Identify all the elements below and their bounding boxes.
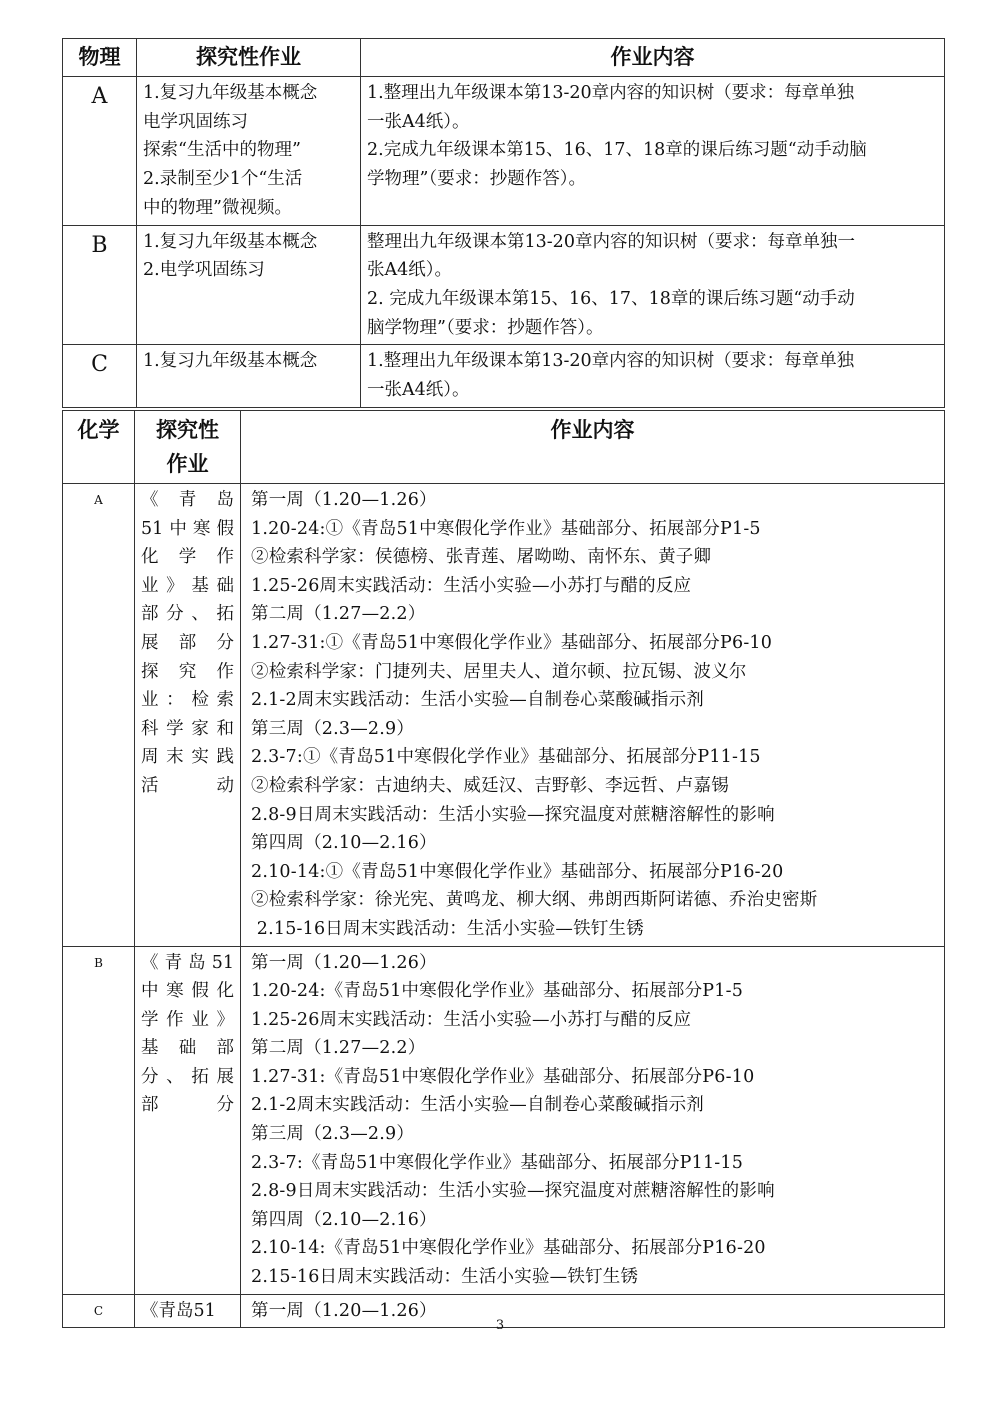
content-line: 2.8-9日周末实践活动：生活小实验—探究温度对蔗糖溶解性的影响 bbox=[251, 804, 775, 825]
task-line: 中寒假化 bbox=[141, 981, 234, 1002]
chemistry-row-b bbox=[63, 946, 945, 1294]
content-line: 2.10-14:《青岛51中寒假化学作业》基础部分、拓展部分P16-20 bbox=[251, 1238, 766, 1259]
content-line: 2.3-7:①《青岛51中寒假化学作业》基础部分、拓展部分P11-15 bbox=[251, 747, 761, 768]
task-line: 1.复习九年级基本概念 bbox=[143, 231, 318, 252]
physics-table bbox=[62, 38, 945, 408]
content-line: 2.1-2周末实践活动：生活小实验—自制卷心菜酸碱指示剂 bbox=[251, 1095, 704, 1116]
task-line: 《青岛51 bbox=[141, 952, 234, 973]
chemistry-task-header bbox=[135, 411, 241, 484]
physics-content-cell bbox=[361, 225, 945, 345]
physics-task-cell bbox=[137, 345, 361, 407]
content-line: 2.8-9日周末实践活动：生活小实验—探究温度对蔗糖溶解性的影响 bbox=[251, 1181, 775, 1202]
content-line: 1.20-24:①《青岛51中寒假化学作业》基础部分、拓展部分P1-5 bbox=[251, 518, 761, 539]
content-line: 脑学物理”（要求：抄题作答）。 bbox=[367, 317, 604, 338]
content-line: 1.25-26周末实践活动：生活小实验—小苏打与醋的反应 bbox=[251, 575, 692, 596]
content-line: ②检索科学家：侯德榜、张青莲、屠呦呦、南怀东、黄子卿 bbox=[251, 547, 712, 568]
physics-task-cell bbox=[137, 77, 361, 226]
task-line: 化学作 bbox=[141, 547, 234, 568]
content-line: 2.15-16日周末实践活动：生活小实验—铁钉生锈 bbox=[251, 918, 644, 939]
content-line: 第三周（2.3—2.9） bbox=[251, 1124, 415, 1145]
task-line: 中的物理”微视频。 bbox=[143, 197, 292, 218]
level-label: A bbox=[63, 484, 135, 947]
task-line: 分、拓展 bbox=[141, 1066, 234, 1087]
physics-row-a bbox=[63, 77, 945, 226]
level-label: B bbox=[63, 225, 137, 345]
page-number: 3 bbox=[495, 1318, 505, 1333]
content-line: 1.20-24:《青岛51中寒假化学作业》基础部分、拓展部分P1-5 bbox=[251, 981, 744, 1002]
content-line: 第二周（1.27—2.2） bbox=[251, 604, 426, 625]
task-line: 电学巩固练习 bbox=[143, 111, 248, 132]
content-line: 2.10-14:①《青岛51中寒假化学作业》基础部分、拓展部分P16-20 bbox=[251, 861, 784, 882]
physics-content-cell bbox=[361, 345, 945, 407]
chemistry-content-cell bbox=[241, 946, 945, 1294]
level-label: A bbox=[63, 77, 137, 226]
content-line: 第三周（2.3—2.9） bbox=[251, 718, 415, 739]
task-line: 51中寒假 bbox=[141, 518, 234, 539]
content-line: 整理出九年级课本第13-20章内容的知识树（要求：每章单独一 bbox=[367, 231, 855, 252]
chemistry-task-cell bbox=[135, 484, 241, 947]
physics-task-header: 探究性作业 bbox=[137, 39, 361, 77]
task-line: 业》基础 bbox=[141, 575, 234, 596]
task-line: 《青岛51 bbox=[141, 1300, 216, 1321]
task-line: 部分 bbox=[141, 1095, 234, 1116]
task-line: 基础部 bbox=[141, 1038, 234, 1059]
task-header-line: 作业 bbox=[166, 451, 209, 476]
content-line: 1.25-26周末实践活动：生活小实验—小苏打与醋的反应 bbox=[251, 1009, 692, 1030]
physics-row-b bbox=[63, 225, 945, 345]
physics-subject-header: 物理 bbox=[63, 39, 137, 77]
task-line: 周末实践 bbox=[141, 747, 234, 768]
task-line: 展部分 bbox=[141, 632, 234, 653]
level-label: C bbox=[63, 345, 137, 407]
content-line: 2.3-7:《青岛51中寒假化学作业》基础部分、拓展部分P11-15 bbox=[251, 1152, 744, 1173]
content-line: ②检索科学家：门捷列夫、居里夫人、道尔顿、拉瓦锡、波义尔 bbox=[251, 661, 747, 682]
content-line: 1.27-31:《青岛51中寒假化学作业》基础部分、拓展部分P6-10 bbox=[251, 1066, 755, 1087]
chemistry-content-cell bbox=[241, 484, 945, 947]
content-line: 1.整理出九年级课本第13-20章内容的知识树（要求：每章单独 bbox=[367, 83, 855, 103]
task-header-line: 探究性 bbox=[156, 417, 219, 442]
content-line: 学物理”（要求：抄题作答）。 bbox=[367, 169, 586, 190]
content-line: 1.27-31:①《青岛51中寒假化学作业》基础部分、拓展部分P6-10 bbox=[251, 632, 773, 653]
content-line: 一张A4纸）。 bbox=[367, 111, 470, 132]
content-line: 2. 完成九年级课本第15、16、17、18章的课后练习题“动手动 bbox=[367, 288, 855, 309]
physics-header-row bbox=[63, 39, 945, 77]
task-line: 1.复习九年级基本概念 bbox=[143, 83, 318, 103]
physics-task-cell bbox=[137, 225, 361, 345]
chemistry-table bbox=[62, 410, 945, 1328]
content-line: ②检索科学家：徐光宪、黄鸣龙、柳大纲、弗朗西斯阿诺德、乔治史密斯 bbox=[251, 890, 818, 911]
task-line: 学作业》 bbox=[141, 1009, 234, 1030]
content-line: 2.15-16日周末实践活动：生活小实验—铁钉生锈 bbox=[251, 1267, 639, 1288]
content-line: 一张A4纸）。 bbox=[367, 380, 470, 401]
content-line: 2.完成九年级课本第15、16、17、18章的课后练习题“动手动脑 bbox=[367, 140, 867, 161]
task-line: 业：检索 bbox=[141, 690, 234, 711]
physics-row-c bbox=[63, 345, 945, 407]
chemistry-task-cell bbox=[135, 946, 241, 1294]
task-line: 探索“生活中的物理” bbox=[143, 140, 301, 161]
chemistry-header-row bbox=[63, 411, 945, 484]
content-line: 第四周（2.10—2.16） bbox=[251, 1209, 437, 1230]
task-line: 《青岛 bbox=[141, 490, 234, 510]
content-line: ②检索科学家：古迪纳夫、威廷汉、吉野彰、李远哲、卢嘉锡 bbox=[251, 775, 729, 796]
task-line: 科学家和 bbox=[141, 718, 234, 739]
chemistry-content-header: 作业内容 bbox=[241, 411, 945, 484]
content-line: 第一周（1.20—1.26） bbox=[251, 490, 437, 510]
content-line: 第一周（1.20—1.26） bbox=[251, 952, 437, 973]
content-line: 张A4纸）。 bbox=[367, 260, 453, 281]
content-line: 1.整理出九年级课本第13-20章内容的知识树（要求：每章单独 bbox=[367, 351, 855, 372]
physics-content-header: 作业内容 bbox=[361, 39, 945, 77]
content-line: 第二周（1.27—2.2） bbox=[251, 1038, 426, 1059]
task-line: 1.复习九年级基本概念 bbox=[143, 351, 318, 372]
physics-content-cell bbox=[361, 77, 945, 226]
task-line: 2.录制至少1个“生活 bbox=[143, 169, 303, 190]
level-label: B bbox=[63, 946, 135, 1294]
task-line: 部分、拓 bbox=[141, 604, 234, 625]
task-line: 探究作 bbox=[141, 661, 234, 682]
chemistry-row-a bbox=[63, 484, 945, 947]
chemistry-subject-header: 化学 bbox=[63, 411, 135, 484]
task-line: 活动 bbox=[141, 775, 234, 796]
task-line: 2.电学巩固练习 bbox=[143, 260, 265, 281]
level-label: C bbox=[63, 1294, 135, 1328]
content-line: 第四周（2.10—2.16） bbox=[251, 833, 437, 854]
content-line: 第一周（1.20—1.26） bbox=[251, 1300, 437, 1321]
content-line: 2.1-2周末实践活动：生活小实验—自制卷心菜酸碱指示剂 bbox=[251, 690, 704, 711]
